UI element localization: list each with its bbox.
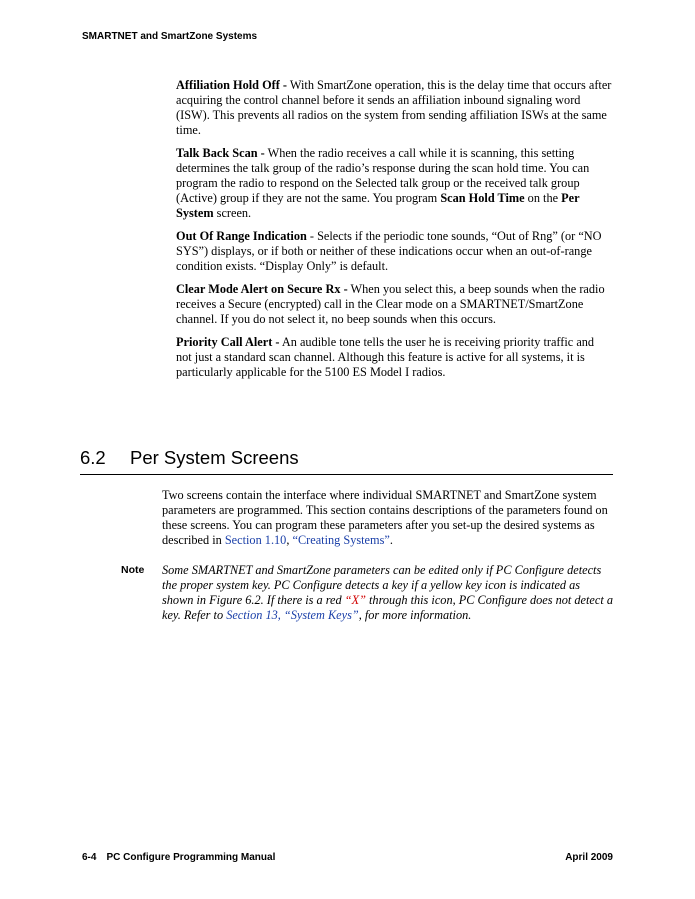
paragraph-text: An audible tone tells the user he is receiving priority traffic and not just a standard scan channel. Although this feature is active for all systems, it is particularly applicable for the 5100 ES Model I radios.: [176, 335, 595, 379]
note-label: Note: [121, 564, 145, 576]
period: .: [389, 533, 393, 547]
section-1-10-link[interactable]: Section 1.10: [224, 533, 287, 547]
paragraph-text: When the radio receives a call while it is scanning, this setting determines the talk group of the radio’s response during the scan hold time. You can program the radio to respond on the Selected talk group or the received talk group (Active) group if they are not the same. You program: [176, 146, 590, 205]
paragraph-term: Affiliation Hold Off -: [176, 78, 288, 92]
paragraph-text: - Selects if the periodic tone sounds, “Out of Rng” (or “NO SYS”) displays, or if both or neither of these indications occur when an out-of-range condition exists. “Display Only” is default.: [176, 229, 602, 273]
section-title: Per System Screens: [130, 447, 299, 468]
running-header: SMARTNET and SmartZone Systems: [82, 31, 258, 42]
per-system-term: Per System: [176, 191, 580, 220]
system-keys-link[interactable]: Section 13, “System Keys”: [226, 608, 359, 622]
affiliation-hold-off-paragraph: [176, 78, 612, 138]
paragraph-text: on the: [524, 191, 562, 205]
paragraph-text: screen.: [213, 206, 252, 220]
paragraph-term: Talk Back Scan -: [176, 146, 265, 160]
manual-title: PC Configure Programming Manual: [106, 852, 276, 863]
note-text: [162, 563, 614, 623]
paragraph-term: Priority Call Alert -: [176, 335, 280, 349]
note-text-part: through this icon, PC Configure does not detect a key. Refer to: [162, 593, 613, 622]
paragraph-term: Clear Mode Alert on Secure Rx -: [176, 282, 348, 296]
red-x-text: “X”: [344, 593, 366, 607]
page-number: 6-4: [82, 852, 97, 863]
scan-hold-time-term: Scan Hold Time: [440, 191, 525, 205]
section-body-text: Two screens contain the interface where individual SMARTNET and SmartZone system parameters are programmed. This section contains descriptions of the parameters found on these screens. You can program these parameters after you set-up the desired systems as described in: [162, 488, 608, 547]
creating-systems-link[interactable]: “Creating Systems”: [292, 533, 390, 547]
paragraph-text: With SmartZone operation, this is the delay time that occurs after acquiring the control channel before it sends an affiliation inbound signaling word (ISW). This prevents all radios on the system from sending affiliation ISWs at the same time.: [176, 78, 612, 137]
footer-date: April 2009: [565, 852, 613, 863]
footer-left: [82, 852, 275, 863]
out-of-range-paragraph: [176, 229, 612, 274]
section-body-paragraph: [162, 488, 614, 548]
priority-call-alert-paragraph: [176, 335, 612, 380]
clear-mode-alert-paragraph: [176, 282, 612, 327]
paragraph-term: Out Of Range Indication: [176, 229, 307, 243]
paragraph-text: When you select this, a beep sounds when the radio receives a Secure (encrypted) call in the Clear mode on a SMARTNET/SmartZone channel. If you do not select it, no beep sounds when this occurs.: [176, 282, 605, 326]
section-heading: [80, 447, 613, 475]
note-text-part: , for more information.: [358, 608, 472, 622]
separator: ,: [286, 533, 293, 547]
note-text-part: Some SMARTNET and SmartZone parameters can be edited only if PC Configure detects the proper system key. PC Configure detects a key if a yellow key icon is indicated as shown in Figure 6.2. If there is a red: [162, 563, 602, 607]
talk-back-scan-paragraph: [176, 146, 612, 221]
section-number: 6.2: [80, 447, 106, 468]
